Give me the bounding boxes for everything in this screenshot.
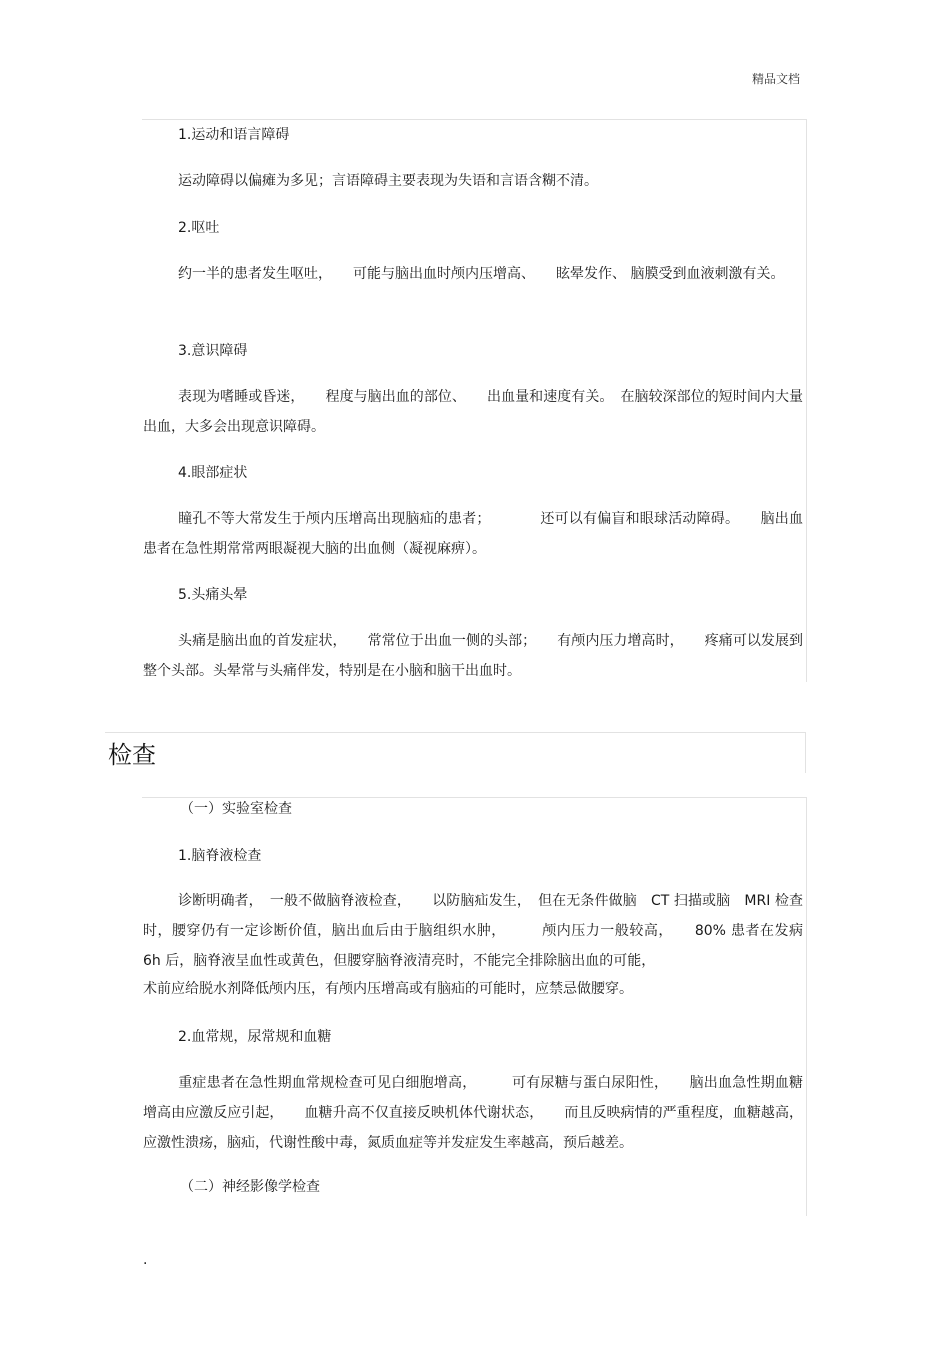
paragraph (143, 974, 803, 1004)
paragraph (143, 504, 803, 564)
subheading (143, 336, 803, 366)
text: （二）神经影像学检查 (180, 1179, 320, 1195)
paragraph (143, 166, 803, 196)
section-heading-frame (105, 732, 806, 773)
subheading (143, 841, 803, 871)
paragraph (143, 259, 803, 289)
text: 头痛是脑出血的首发症状， 常常位于出血一侧的头部； 有颅内压力增高时， 疼痛可以发展到整个头部。头晕常与头痛伴发，特别是在小脑和脑干出血时。 (143, 633, 803, 679)
text: 瞳孔不等大常发生于颅内压增高出现脑疝的患者； 还可以有偏盲和眼球活动障碍。 脑出血患者在急性期常常两眼凝视大脑的出血侧（凝视麻痹）。 (143, 511, 803, 557)
section-title: 检查 (108, 741, 156, 769)
subheading (143, 120, 803, 150)
subheading (143, 458, 803, 488)
subheading (143, 1172, 803, 1202)
text: 术前应给脱水剂降低颅内压，有颅内压增高或有脑疝的可能时，应禁忌做腰穿。 (143, 981, 633, 997)
subheading (143, 794, 803, 824)
subheading (143, 213, 803, 243)
text: （一）实验室检查 (180, 801, 292, 817)
text: 3.意识障碍 (178, 343, 248, 359)
paragraph (143, 382, 803, 442)
text: 4.眼部症状 (178, 465, 248, 481)
text: 2.呕吐 (178, 220, 220, 236)
text: 表现为嗜睡或昏迷， 程度与脑出血的部位、 出血量和速度有关。 在脑较深部位的短时间内大量出血，大多会出现意识障碍。 (143, 389, 803, 435)
paragraph (143, 1068, 803, 1158)
page-header-label: 精品文档 (752, 72, 801, 86)
subheading (143, 580, 803, 610)
paragraph (143, 886, 817, 976)
text: 1.脑脊液检查 (178, 848, 262, 864)
text: 运动障碍以偏瘫为多见；言语障碍主要表现为失语和言语含糊不清。 (178, 173, 598, 189)
text: 2.血常规，尿常规和血糖 (178, 1029, 332, 1045)
text: 约一半的患者发生呕吐， 可能与脑出血时颅内压增高、 眩晕发作、 脑膜受到血液刺激有关。 (178, 266, 785, 282)
subheading (143, 1022, 803, 1052)
text: 诊断明确者， 一般不做脑脊液检查， 以防脑疝发生， 但在无条件做脑 CT 扫描或脑 MRI 检查时，腰穿仍有一定诊断价值，脑出血后由于脑组织水肿， 颅内压力一般较高， 80% 患者在发病 6h 后，脑脊液呈血性或黄色，但腰穿脑脊液清亮时，不能完全排除脑出血的可能， (143, 893, 817, 969)
text: 5.头痛头晕 (178, 587, 248, 603)
paragraph (143, 626, 803, 686)
text: 重症患者在急性期血常规检查可见白细胞增高， 可有尿糖与蛋白尿阳性， 脑出血急性期血糖增高由应激反应引起， 血糖升高不仅直接反映机体代谢状态， 而且反映病情的严重程度，血糖越高，应激性溃疡，脑疝，代谢性酸中毒，氮质血症等并发症发生率越高，预后越差。 (143, 1075, 803, 1151)
footer-mark: . (143, 1252, 148, 1268)
text: 1.运动和语言障碍 (178, 127, 290, 143)
